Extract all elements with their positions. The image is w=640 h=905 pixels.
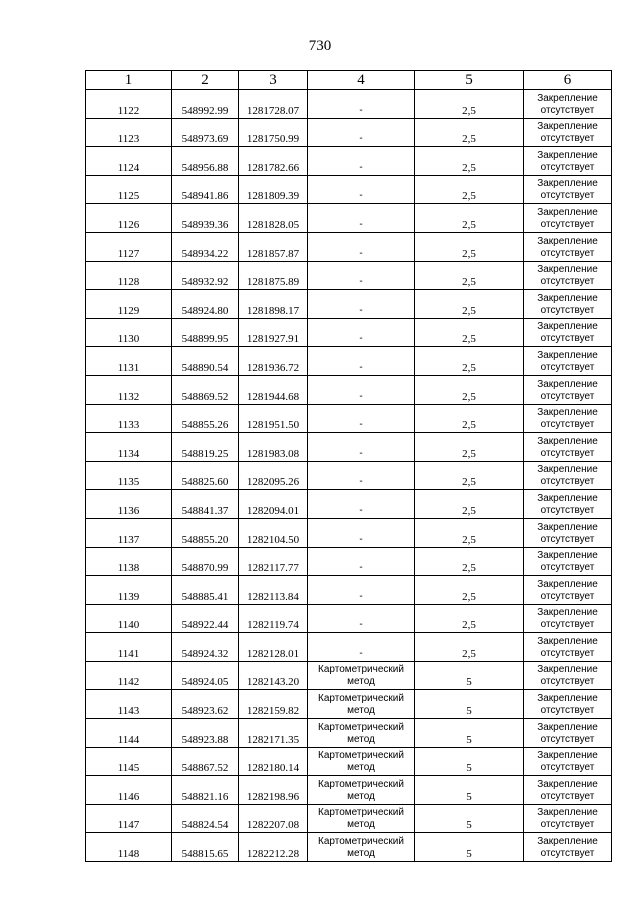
fixing-description-cell: Закрепление отсутствует <box>524 375 612 404</box>
y-coordinate-cell: 1282104.50 <box>239 518 308 547</box>
accuracy-cell: 2,5 <box>415 518 524 547</box>
coordinates-table <box>85 70 612 862</box>
x-coordinate-cell: 548825.60 <box>172 461 239 490</box>
column-header: 2 <box>172 71 239 90</box>
accuracy-cell: 2,5 <box>415 576 524 605</box>
method-cell: Картометрический метод <box>308 690 415 719</box>
x-coordinate-cell: 548821.16 <box>172 776 239 805</box>
table-row <box>86 90 612 119</box>
fixing-description-cell: Закрепление отсутствует <box>524 404 612 433</box>
accuracy-cell: 5 <box>415 719 524 748</box>
accuracy-cell: 2,5 <box>415 604 524 633</box>
method-cell: - <box>308 433 415 462</box>
point-number-cell: 1141 <box>86 633 172 662</box>
y-coordinate-cell: 1281927.91 <box>239 318 308 347</box>
table-row <box>86 833 612 862</box>
method-cell: - <box>308 175 415 204</box>
accuracy-cell: 2,5 <box>415 204 524 233</box>
point-number-cell: 1128 <box>86 261 172 290</box>
accuracy-cell: 2,5 <box>415 433 524 462</box>
accuracy-cell: 5 <box>415 747 524 776</box>
y-coordinate-cell: 1281983.08 <box>239 433 308 462</box>
accuracy-cell: 2,5 <box>415 375 524 404</box>
fixing-description-cell: Закрепление отсутствует <box>524 747 612 776</box>
x-coordinate-cell: 548885.41 <box>172 576 239 605</box>
y-coordinate-cell: 1281809.39 <box>239 175 308 204</box>
table-row <box>86 804 612 833</box>
x-coordinate-cell: 548923.62 <box>172 690 239 719</box>
x-coordinate-cell: 548819.25 <box>172 433 239 462</box>
fixing-description-cell: Закрепление отсутствует <box>524 347 612 376</box>
y-coordinate-cell: 1282207.08 <box>239 804 308 833</box>
y-coordinate-cell: 1281728.07 <box>239 90 308 119</box>
table-row <box>86 747 612 776</box>
fixing-description-cell: Закрепление отсутствует <box>524 833 612 862</box>
y-coordinate-cell: 1281951.50 <box>239 404 308 433</box>
method-cell: - <box>308 261 415 290</box>
fixing-description-cell: Закрепление отсутствует <box>524 290 612 319</box>
method-cell: - <box>308 576 415 605</box>
accuracy-cell: 5 <box>415 833 524 862</box>
y-coordinate-cell: 1282095.26 <box>239 461 308 490</box>
accuracy-cell: 2,5 <box>415 633 524 662</box>
method-cell: - <box>308 461 415 490</box>
y-coordinate-cell: 1282212.28 <box>239 833 308 862</box>
table-body <box>86 90 612 862</box>
method-cell: - <box>308 375 415 404</box>
point-number-cell: 1146 <box>86 776 172 805</box>
y-coordinate-cell: 1282143.20 <box>239 661 308 690</box>
method-cell: Картометрический метод <box>308 776 415 805</box>
fixing-description-cell: Закрепление отсутствует <box>524 547 612 576</box>
method-cell: - <box>308 90 415 119</box>
x-coordinate-cell: 548973.69 <box>172 118 239 147</box>
x-coordinate-cell: 548870.99 <box>172 547 239 576</box>
table-row <box>86 776 612 805</box>
y-coordinate-cell: 1281875.89 <box>239 261 308 290</box>
table-row <box>86 576 612 605</box>
column-header: 3 <box>239 71 308 90</box>
y-coordinate-cell: 1282198.96 <box>239 776 308 805</box>
point-number-cell: 1125 <box>86 175 172 204</box>
accuracy-cell: 2,5 <box>415 318 524 347</box>
method-cell: - <box>308 547 415 576</box>
point-number-cell: 1138 <box>86 547 172 576</box>
table-row <box>86 232 612 261</box>
point-number-cell: 1123 <box>86 118 172 147</box>
x-coordinate-cell: 548869.52 <box>172 375 239 404</box>
accuracy-cell: 2,5 <box>415 347 524 376</box>
table-row <box>86 404 612 433</box>
x-coordinate-cell: 548923.88 <box>172 719 239 748</box>
x-coordinate-cell: 548824.54 <box>172 804 239 833</box>
method-cell: - <box>308 518 415 547</box>
method-cell: - <box>308 404 415 433</box>
method-cell: Картометрический метод <box>308 804 415 833</box>
point-number-cell: 1131 <box>86 347 172 376</box>
table-row <box>86 547 612 576</box>
table-row <box>86 661 612 690</box>
table-row <box>86 719 612 748</box>
y-coordinate-cell: 1281750.99 <box>239 118 308 147</box>
method-cell: - <box>308 204 415 233</box>
x-coordinate-cell: 548934.22 <box>172 232 239 261</box>
point-number-cell: 1136 <box>86 490 172 519</box>
x-coordinate-cell: 548855.20 <box>172 518 239 547</box>
method-cell: - <box>308 604 415 633</box>
fixing-description-cell: Закрепление отсутствует <box>524 804 612 833</box>
point-number-cell: 1143 <box>86 690 172 719</box>
accuracy-cell: 2,5 <box>415 290 524 319</box>
table-row <box>86 433 612 462</box>
point-number-cell: 1122 <box>86 90 172 119</box>
accuracy-cell: 2,5 <box>415 461 524 490</box>
method-cell: - <box>308 633 415 662</box>
table-row <box>86 118 612 147</box>
column-header: 5 <box>415 71 524 90</box>
method-cell: Картометрический метод <box>308 719 415 748</box>
y-coordinate-cell: 1281782.66 <box>239 147 308 176</box>
x-coordinate-cell: 548932.92 <box>172 261 239 290</box>
point-number-cell: 1144 <box>86 719 172 748</box>
point-number-cell: 1140 <box>86 604 172 633</box>
table-row <box>86 261 612 290</box>
fixing-description-cell: Закрепление отсутствует <box>524 318 612 347</box>
x-coordinate-cell: 548899.95 <box>172 318 239 347</box>
x-coordinate-cell: 548924.80 <box>172 290 239 319</box>
table-row <box>86 175 612 204</box>
method-cell: Картометрический метод <box>308 661 415 690</box>
accuracy-cell: 5 <box>415 776 524 805</box>
accuracy-cell: 2,5 <box>415 261 524 290</box>
point-number-cell: 1124 <box>86 147 172 176</box>
table-row <box>86 318 612 347</box>
y-coordinate-cell: 1282171.35 <box>239 719 308 748</box>
method-cell: Картометрический метод <box>308 833 415 862</box>
accuracy-cell: 5 <box>415 804 524 833</box>
method-cell: - <box>308 232 415 261</box>
x-coordinate-cell: 548941.86 <box>172 175 239 204</box>
method-cell: - <box>308 118 415 147</box>
fixing-description-cell: Закрепление отсутствует <box>524 690 612 719</box>
y-coordinate-cell: 1281828.05 <box>239 204 308 233</box>
table-row <box>86 518 612 547</box>
method-cell: Картометрический метод <box>308 747 415 776</box>
point-number-cell: 1147 <box>86 804 172 833</box>
fixing-description-cell: Закрепление отсутствует <box>524 576 612 605</box>
accuracy-cell: 2,5 <box>415 147 524 176</box>
point-number-cell: 1132 <box>86 375 172 404</box>
point-number-cell: 1148 <box>86 833 172 862</box>
accuracy-cell: 2,5 <box>415 404 524 433</box>
table-row <box>86 633 612 662</box>
y-coordinate-cell: 1281898.17 <box>239 290 308 319</box>
table-row <box>86 604 612 633</box>
x-coordinate-cell: 548939.36 <box>172 204 239 233</box>
fixing-description-cell: Закрепление отсутствует <box>524 518 612 547</box>
method-cell: - <box>308 490 415 519</box>
y-coordinate-cell: 1282159.82 <box>239 690 308 719</box>
method-cell: - <box>308 147 415 176</box>
x-coordinate-cell: 548867.52 <box>172 747 239 776</box>
method-cell: - <box>308 318 415 347</box>
fixing-description-cell: Закрепление отсутствует <box>524 461 612 490</box>
point-number-cell: 1129 <box>86 290 172 319</box>
fixing-description-cell: Закрепление отсутствует <box>524 490 612 519</box>
accuracy-cell: 5 <box>415 661 524 690</box>
x-coordinate-cell: 548890.54 <box>172 347 239 376</box>
table-row <box>86 375 612 404</box>
point-number-cell: 1133 <box>86 404 172 433</box>
accuracy-cell: 2,5 <box>415 547 524 576</box>
fixing-description-cell: Закрепление отсутствует <box>524 661 612 690</box>
point-number-cell: 1130 <box>86 318 172 347</box>
column-header: 1 <box>86 71 172 90</box>
fixing-description-cell: Закрепление отсутствует <box>524 433 612 462</box>
table-row <box>86 490 612 519</box>
fixing-description-cell: Закрепление отсутствует <box>524 118 612 147</box>
y-coordinate-cell: 1282113.84 <box>239 576 308 605</box>
point-number-cell: 1137 <box>86 518 172 547</box>
y-coordinate-cell: 1282117.77 <box>239 547 308 576</box>
fixing-description-cell: Закрепление отсутствует <box>524 776 612 805</box>
table-row <box>86 690 612 719</box>
table-row <box>86 290 612 319</box>
accuracy-cell: 5 <box>415 690 524 719</box>
y-coordinate-cell: 1282180.14 <box>239 747 308 776</box>
y-coordinate-cell: 1282128.01 <box>239 633 308 662</box>
method-cell: - <box>308 347 415 376</box>
y-coordinate-cell: 1282094.01 <box>239 490 308 519</box>
y-coordinate-cell: 1281857.87 <box>239 232 308 261</box>
x-coordinate-cell: 548992.99 <box>172 90 239 119</box>
column-header: 4 <box>308 71 415 90</box>
fixing-description-cell: Закрепление отсутствует <box>524 719 612 748</box>
x-coordinate-cell: 548956.88 <box>172 147 239 176</box>
table-row <box>86 347 612 376</box>
x-coordinate-cell: 548922.44 <box>172 604 239 633</box>
table-row <box>86 461 612 490</box>
table-row <box>86 147 612 176</box>
fixing-description-cell: Закрепление отсутствует <box>524 232 612 261</box>
y-coordinate-cell: 1281944.68 <box>239 375 308 404</box>
page-number: 730 <box>308 38 332 54</box>
method-cell: - <box>308 290 415 319</box>
x-coordinate-cell: 548924.32 <box>172 633 239 662</box>
point-number-cell: 1126 <box>86 204 172 233</box>
accuracy-cell: 2,5 <box>415 490 524 519</box>
point-number-cell: 1142 <box>86 661 172 690</box>
x-coordinate-cell: 548841.37 <box>172 490 239 519</box>
point-number-cell: 1127 <box>86 232 172 261</box>
y-coordinate-cell: 1282119.74 <box>239 604 308 633</box>
table-header-row <box>86 71 612 90</box>
fixing-description-cell: Закрепление отсутствует <box>524 147 612 176</box>
point-number-cell: 1135 <box>86 461 172 490</box>
fixing-description-cell: Закрепление отсутствует <box>524 261 612 290</box>
x-coordinate-cell: 548815.65 <box>172 833 239 862</box>
accuracy-cell: 2,5 <box>415 118 524 147</box>
fixing-description-cell: Закрепление отсутствует <box>524 633 612 662</box>
fixing-description-cell: Закрепление отсутствует <box>524 204 612 233</box>
accuracy-cell: 2,5 <box>415 175 524 204</box>
point-number-cell: 1134 <box>86 433 172 462</box>
table-row <box>86 204 612 233</box>
accuracy-cell: 2,5 <box>415 232 524 261</box>
x-coordinate-cell: 548855.26 <box>172 404 239 433</box>
fixing-description-cell: Закрепление отсутствует <box>524 175 612 204</box>
point-number-cell: 1145 <box>86 747 172 776</box>
y-coordinate-cell: 1281936.72 <box>239 347 308 376</box>
x-coordinate-cell: 548924.05 <box>172 661 239 690</box>
fixing-description-cell: Закрепление отсутствует <box>524 604 612 633</box>
point-number-cell: 1139 <box>86 576 172 605</box>
fixing-description-cell: Закрепление отсутствует <box>524 90 612 119</box>
column-header: 6 <box>524 71 612 90</box>
accuracy-cell: 2,5 <box>415 90 524 119</box>
